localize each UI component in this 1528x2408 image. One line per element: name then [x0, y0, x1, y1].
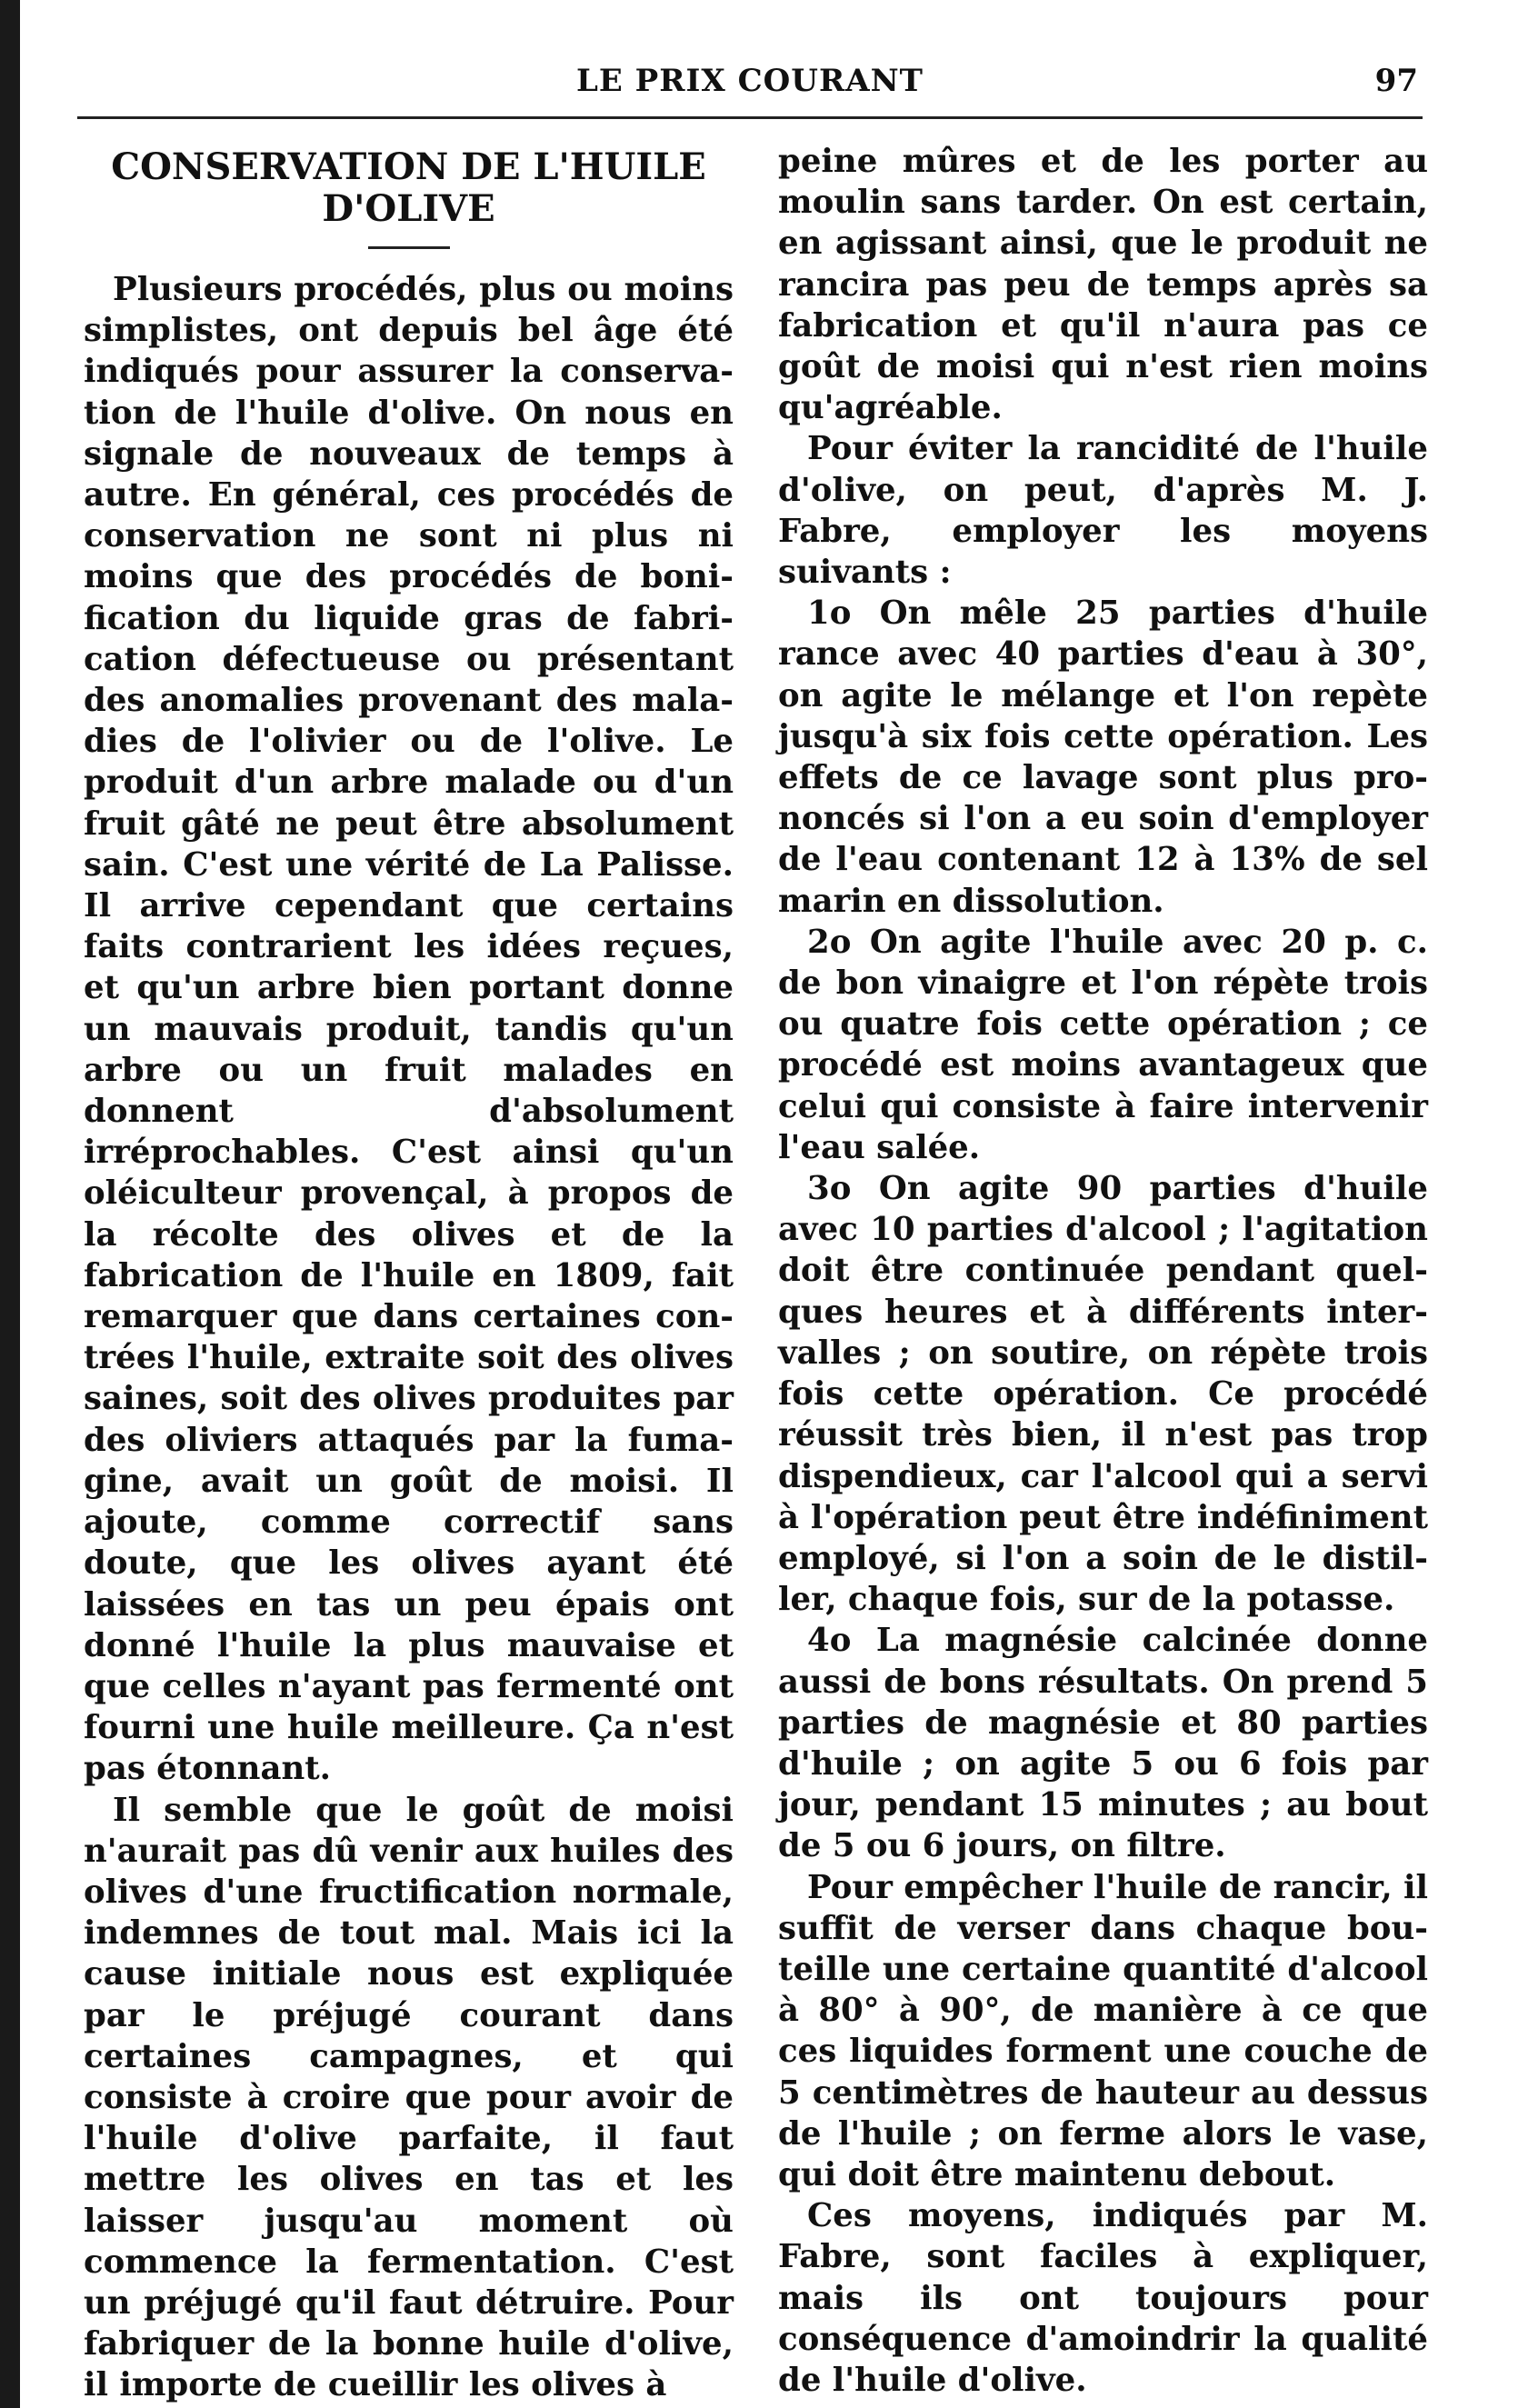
- paragraph-2: Il semble que le goût de moisi n'aurait pas dû venir aux huiles des olives d'une fructification normale, indemnes de tout mal. Mais ici la cause initiale nous est expliquée par le préjugé courant dans certaines campagnes, et qui consiste à croire que pour avoir de l'huile d'olive parfaite, il faut mettre les olives en tas et les laisser jusqu'au moment où commence la fermentation. C'est un préjugé qu'il faut détruire. Pour fabriquer de la bonne huile d'olive, il importe de cueillir les olives à: [84, 1791, 734, 2404]
- right-column: [778, 141, 1428, 2401]
- paragraph-3: Pour éviter la rancidité de l'huile d'olive, on peut, d'après M. J. Fabre, employer les moyens suivants :: [778, 430, 1428, 592]
- paragraph-method-2: 2o On agite l'huile avec 20 p. c. de bon vinaigre et l'on répète trois ou quatre fois cette opération ; ce procédé est moins avantageux que celui qui consiste à faire intervenir l'eau salée.: [778, 923, 1428, 1166]
- paragraph-continuation: peine mûres et de les porter au moulin sans tarder. On est certain, en agissant ainsi, que le produit ne rancira pas peu de temps après sa fabrication et qu'il n'aura pas ce goût de moisi qui n'est rien moins qu'agréable.: [778, 143, 1428, 427]
- paragraph-method-1: 1o On mêle 25 parties d'huile rance avec 40 parties d'eau à 30°, on agite le mélange et l'on repète jusqu'à six fois cette opération. Les effets de ce lavage sont plus prononcés si l'on a eu soin d'employer de l'eau contenant 12 à 13% de sel marin en dissolution.: [778, 595, 1428, 920]
- page-number: 97: [1374, 63, 1418, 99]
- running-head: [82, 58, 1418, 104]
- paragraph-method-3: 3o On agite 90 parties d'huile avec 10 parties d'alcool ; l'agitation doit être continuée pendant quelques heures et à différents intervalles ; on soutire, on répète trois fois cette opération. Ce procédé réussit très bien, il n'est pas trop dispendieux, car l'alcool qui a servi à l'opération peut être indéfiniment employé, si l'on a soin de le distiller, chaque fois, sur de la potasse.: [778, 1170, 1428, 1619]
- left-column: [84, 141, 734, 2406]
- header-rule: [77, 116, 1423, 119]
- running-title: LE PRIX COURANT: [576, 63, 924, 99]
- paragraph-prevention: Pour empêcher l'huile de rancir, il suffit de verser dans chaque bouteille une certaine quantité d'alcool à 80° à 90°, de manière à ce que ces liquides forment une couche de 5 centimètres de hauteur au dessus de l'huile ; on ferme alors le vase, qui doit être maintenu debout.: [778, 1868, 1429, 2193]
- paragraph-1: Plusieurs procédés, plus ou moins simplistes, ont depuis bel âge été indiqués pour assurer la conservation de l'huile d'olive. On nous en signale de nouveaux de temps à autre. En général, ces procédés de conservation ne sont ni plus ni moins que des procédés de bonification du liquide gras de fabrication défectueuse ou présentant des anomalies provenant des maladies de l'olivier ou de l'olive. Le produit d'un arbre malade ou d'un fruit gâté ne peut être absolument sain. C'est une vérité de La Palisse. Il arrive cependant que certains faits contrarient les idées reçues, et qu'un arbre bien portant donne un mauvais produit, tandis qu'un arbre ou un fruit malades en donnent d'absolument irréprochables. C'est ainsi qu'un oléiculteur provençal, à propos de la récolte des olives et de la fabrication de l'huile en 1809, fait remarquer que dans certaines contrées l'huile, extraite soit des olives saines, soit des olives produites par des oliviers attaqués par la fumagine, avait un goût de moisi. Il ajoute, comme correctif sans doute, que les olives ayant été laissées en tas un peu épais ont donné l'huile la plus mauvaise et que celles n'ayant pas fermenté ont fourni une huile meilleure. Ça n'est pas étonnant.: [84, 271, 734, 1788]
- paragraph-method-4: 4o La magnésie calcinée donne aussi de bons résultats. On prend 5 parties de magnésie et 80 parties d'huile ; on agite 5 ou 6 fois par jour, pendant 15 minutes ; au bout de 5 ou 6 jours, on filtre.: [778, 1622, 1428, 1865]
- paragraph-conclusion: Ces moyens, indiqués par M. Fabre, sont faciles à expliquer, mais ils ont toujours pour conséquence d'amoindrir la qualité de l'huile d'olive.: [778, 2197, 1428, 2399]
- title-rule: [368, 246, 450, 249]
- scan-edge: [0, 0, 20, 2408]
- article-title: CONSERVATION DE L'HUILE D'OLIVE: [111, 145, 706, 230]
